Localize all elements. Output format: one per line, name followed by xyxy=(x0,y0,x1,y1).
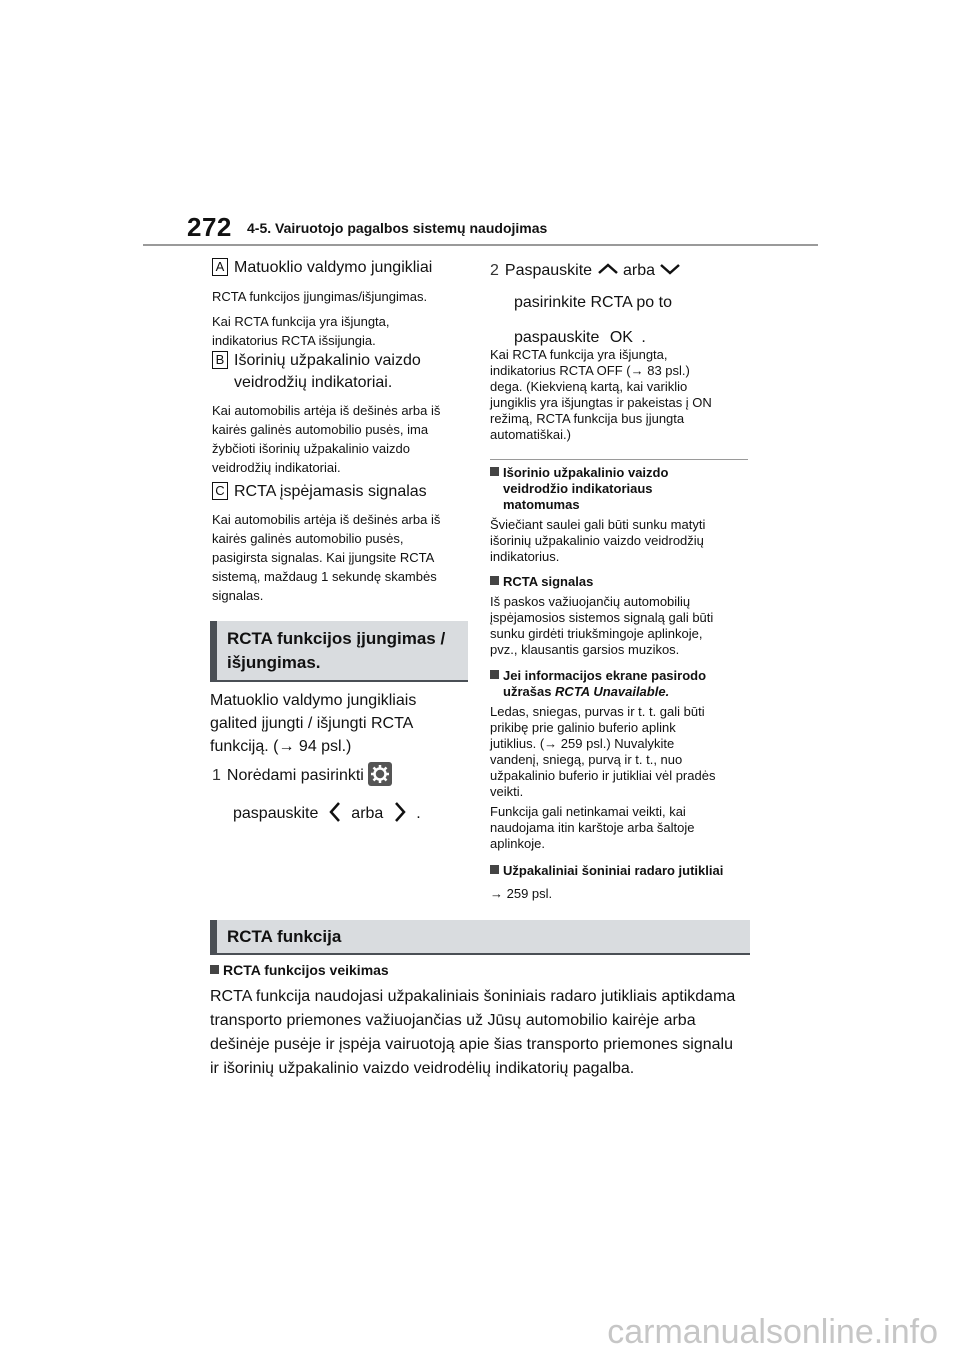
item-a-line-2: Kai RCTA funkcija yra išjungta, xyxy=(212,314,390,329)
sub2-title: RCTA signalas xyxy=(503,574,594,589)
sub1-line-2: išorinių užpakalinio vaizdo veidrodžių xyxy=(490,533,704,548)
chevron-up-icon xyxy=(597,259,619,282)
step-1-line-1: Norėdami pasirinkti xyxy=(226,767,364,784)
rcta-off-note xyxy=(490,347,752,443)
step-2-line-1a: Paspauskite xyxy=(504,262,593,279)
item-b-title-2: veidrodžių indikatoriai. xyxy=(234,374,393,391)
note-line-5: režimą, RCTA funkcija bus įjungta xyxy=(490,411,685,426)
sub3-title-2b: RCTA Unavailable. xyxy=(555,684,670,699)
step-1-line-2b: arba xyxy=(351,805,384,822)
section-title: 4-5. Vairuotojo pagalbos sistemų naudojimas xyxy=(247,220,548,236)
step-1-line-2a: paspauskite xyxy=(233,805,319,822)
settings-gear-icon xyxy=(368,762,392,786)
sub-radar xyxy=(490,863,752,902)
operation-line-1: RCTA funkcija naudojasi užpakaliniais šoniniais radaro jutikliais aptikdama xyxy=(210,988,736,1005)
step-2 xyxy=(490,259,752,349)
note-line-1: Kai RCTA funkcija yra išjungta, xyxy=(490,347,668,362)
chevron-down-icon xyxy=(659,259,681,282)
item-b-line-3: žybčioti išorinių užpakalinio vaizdo xyxy=(212,441,410,456)
note-line-6: automatiškai.) xyxy=(490,427,571,442)
item-b xyxy=(212,350,474,477)
item-a-line-3: indikatorius RCTA išsijungia. xyxy=(212,333,376,348)
heading-onoff-line-1: RCTA funkcijos įjungimas / xyxy=(227,629,446,648)
bullet-square-icon xyxy=(490,467,499,476)
item-b-line-4: veidrodžių indikatoriai. xyxy=(212,460,341,475)
sub3-line-2: prikibę prie galinio buferio aplink xyxy=(490,720,676,735)
note-line-4: jungiklis yra išjungtas ir pakeistas į ON xyxy=(490,395,712,410)
page-number: 272 xyxy=(187,212,232,242)
step-1-line-2-end: . xyxy=(416,805,421,822)
step-2-line-3-end: . xyxy=(641,329,646,346)
sub3-line-4: vandenį, sniegą, purvą ir t. t., nuo xyxy=(490,752,683,767)
sub3-line-6: veikti. xyxy=(490,784,524,799)
item-a-line-1: RCTA funkcijos įjungimas/išjungimas. xyxy=(212,289,428,304)
sub3-line-9: aplinkoje. xyxy=(490,836,545,851)
note-line-3: dega. (Kiekvieną kartą, kai variklio xyxy=(490,379,688,394)
step-2-line-3a: paspauskite xyxy=(514,329,600,346)
sub1-title-3: matomumas xyxy=(503,497,580,512)
item-c xyxy=(212,481,474,605)
sub1-title-1: Išorinio užpakalinio vaizdo xyxy=(503,465,669,480)
step-2-line-2: pasirinkite RCTA po to xyxy=(514,294,672,311)
item-c-title: RCTA įspėjamasis signalas xyxy=(234,483,427,500)
step-1 xyxy=(212,762,477,830)
item-c-line-2: kairės galinės automobilio pusės, xyxy=(212,531,404,546)
sub1-line-3: indikatorius. xyxy=(490,549,560,564)
operation-line-2: transporto priemones važiuojančias už Jūsų automobilio kairėje arba xyxy=(210,1012,696,1029)
sub3-line-5: užpakalinio buferio ir jutikliai vėl pradės xyxy=(490,768,716,783)
item-b-line-2: kairės galinės automobilio pusės, ima xyxy=(212,422,429,437)
sub-visibility xyxy=(490,465,752,565)
sub4-ref: → 259 psl. xyxy=(490,886,553,901)
bullet-square-icon xyxy=(490,865,499,874)
heading-onoff xyxy=(210,621,468,682)
sub2-line-1: Iš paskos važiuojančių automobilių xyxy=(490,594,691,609)
intro-line-3: funkciją. (→ 94 psl.) xyxy=(210,738,352,755)
heading-onoff-line-2: išjungimas. xyxy=(227,653,321,672)
intro-line-1: Matuoklio valdymo jungikliais xyxy=(210,692,417,709)
label-b: B xyxy=(212,351,228,369)
label-c: C xyxy=(212,482,228,500)
heading-rcta-function xyxy=(210,920,750,955)
step-1-number: 1 xyxy=(212,767,221,784)
step-2-line-1b: arba xyxy=(622,262,656,279)
sub-unavailable xyxy=(490,668,752,852)
label-a: A xyxy=(212,258,228,276)
bullet-square-icon xyxy=(490,576,499,585)
item-c-line-4: sistemą, maždaug 1 sekundę skambės xyxy=(212,569,437,584)
step-2-number: 2 xyxy=(490,262,499,279)
item-b-line-1: Kai automobilis artėja iš dešinės arba iš xyxy=(212,403,441,418)
header-divider xyxy=(143,244,818,246)
sub2-line-2: įspėjamosios sistemos signalą gali būti xyxy=(490,610,714,625)
footer-watermark: carmanualsonline.info xyxy=(607,1313,938,1351)
chevron-left-icon xyxy=(329,801,341,830)
note-line-2: indikatorius RCTA OFF (→ 83 psl.) xyxy=(490,363,690,378)
onoff-intro xyxy=(210,689,472,758)
chevron-right-icon xyxy=(394,801,406,830)
sub2-line-3: sunku girdėti triukšmingoje aplinkoje, xyxy=(490,626,703,641)
item-a-title: Matuoklio valdymo jungikliai xyxy=(234,259,433,276)
item-a xyxy=(212,257,474,350)
sub3-line-1: Ledas, sniegas, purvas ir t. t. gali būti xyxy=(490,704,705,719)
sub3-title-2a: užrašas xyxy=(503,684,552,699)
item-c-line-1: Kai automobilis artėja iš dešinės arba iš xyxy=(212,512,441,527)
sub1-line-1: Šviečiant saulei gali būti sunku matyti xyxy=(490,517,706,532)
sub4-title: Užpakaliniai šoniniai radaro jutikliai xyxy=(503,863,724,878)
sub3-line-3: jutiklius. (→ 259 psl.) Nuvalykite xyxy=(490,736,675,751)
operation-paragraph xyxy=(210,985,755,1081)
sub2-line-4: pvz., klausantis garsios muzikos. xyxy=(490,642,680,657)
item-b-title-1: Išorinių užpakalinio vaizdo xyxy=(234,352,421,369)
sub-signal xyxy=(490,574,752,658)
bullet-square-icon xyxy=(210,965,219,974)
item-c-line-5: signalas. xyxy=(212,588,264,603)
intro-line-2: galited įjungti / išjungti RCTA xyxy=(210,715,414,732)
sub-operation-text: RCTA funkcijos veikimas xyxy=(223,962,389,978)
bullet-square-icon xyxy=(490,670,499,679)
sub1-title-2: veidrodžio indikatoriaus xyxy=(503,481,653,496)
sub-operation-title xyxy=(210,962,389,978)
operation-line-4: ir išorinių užpakalinio vaizdo veidrodėlių indikatorių pagalba. xyxy=(210,1060,635,1077)
heading-rcta-function-text: RCTA funkcija xyxy=(227,927,342,946)
ok-button-label: OK xyxy=(609,329,633,346)
sub3-line-8: naudojama itin karštoje arba šaltoje xyxy=(490,820,695,835)
notes-divider xyxy=(490,459,748,460)
sub3-title-1: Jei informacijos ekrane pasirodo xyxy=(503,668,707,683)
item-c-line-3: pasigirsta signalas. Kai įjungsite RCTA xyxy=(212,550,435,565)
operation-line-3: dešinėje pusėje ir įspėja vairuotoją apie šias transporto priemones signalu xyxy=(210,1036,733,1053)
sub3-line-7: Funkcija gali netinkamai veikti, kai xyxy=(490,804,686,819)
